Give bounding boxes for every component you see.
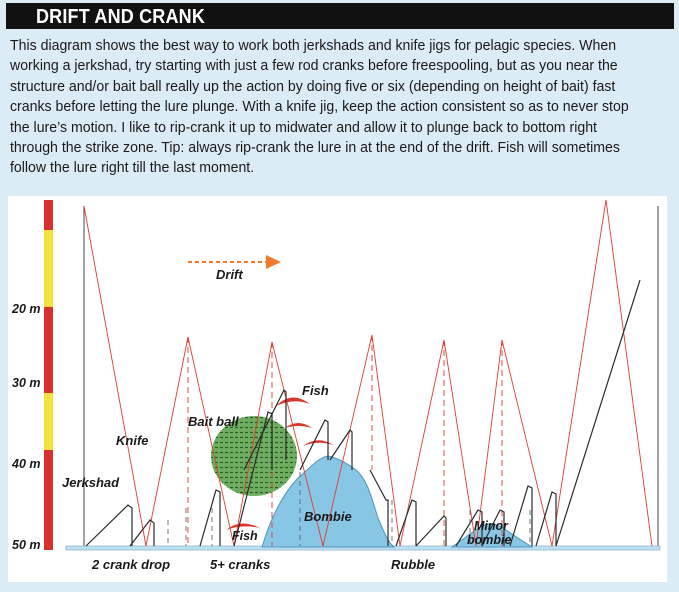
- minor-bombie-label-1: Minor: [474, 519, 509, 533]
- fish-label-top: Fish: [302, 383, 329, 398]
- diagram-title: DRIFT AND CRANK: [36, 6, 206, 28]
- depth-label-40: 40 m: [12, 457, 41, 471]
- description-line: cranks before letting the lure plunge. With a knife jig, keep the action consistent so as to never stop: [10, 98, 629, 116]
- bombie-label: Bombie: [304, 509, 352, 524]
- fish-label-bottom: Fish: [232, 529, 258, 543]
- drift-label: Drift: [216, 267, 243, 282]
- knife-jig-path: [606, 200, 652, 546]
- description-line: structure and/or bait ball really up the action by doing five or six (depending on height of bait) fast: [10, 77, 616, 95]
- depth-label-20: 20 m: [12, 302, 41, 316]
- description-line: working a jerkshad, try starting with just a few rod cranks before freespooling, but as you near the: [10, 57, 618, 75]
- bait-ball-label: Bait ball: [188, 414, 239, 429]
- five-cranks-label: 5+ cranks: [210, 557, 271, 572]
- minor-bombie-label-2: bombie: [467, 533, 512, 547]
- jerkshad-label: Jerkshad: [62, 475, 120, 490]
- depth-label-30: 30 m: [12, 376, 41, 390]
- description-line: follow the lure right till the last moment.: [10, 159, 255, 177]
- knife-label: Knife: [116, 433, 149, 448]
- fish-shape: [285, 423, 312, 428]
- depth-scale: [44, 200, 53, 550]
- rubble-label: Rubble: [391, 557, 436, 572]
- description-line: the lure’s motion. I like to rip-crank it up to midwater and allow it to plunge back to bottom right: [10, 118, 597, 136]
- depth-label-50: 50 m: [12, 538, 41, 552]
- crank-drop-label: 2 crank drop: [92, 557, 171, 572]
- fish-shape: [276, 397, 310, 406]
- description-line: through the strike zone. Tip: always rip-crank the lure in at the end of the drift. Fish will sometimes: [10, 138, 620, 156]
- description-line: This diagram shows the best way to work both jerkshads and knife jigs for pelagic species. When: [10, 37, 617, 54]
